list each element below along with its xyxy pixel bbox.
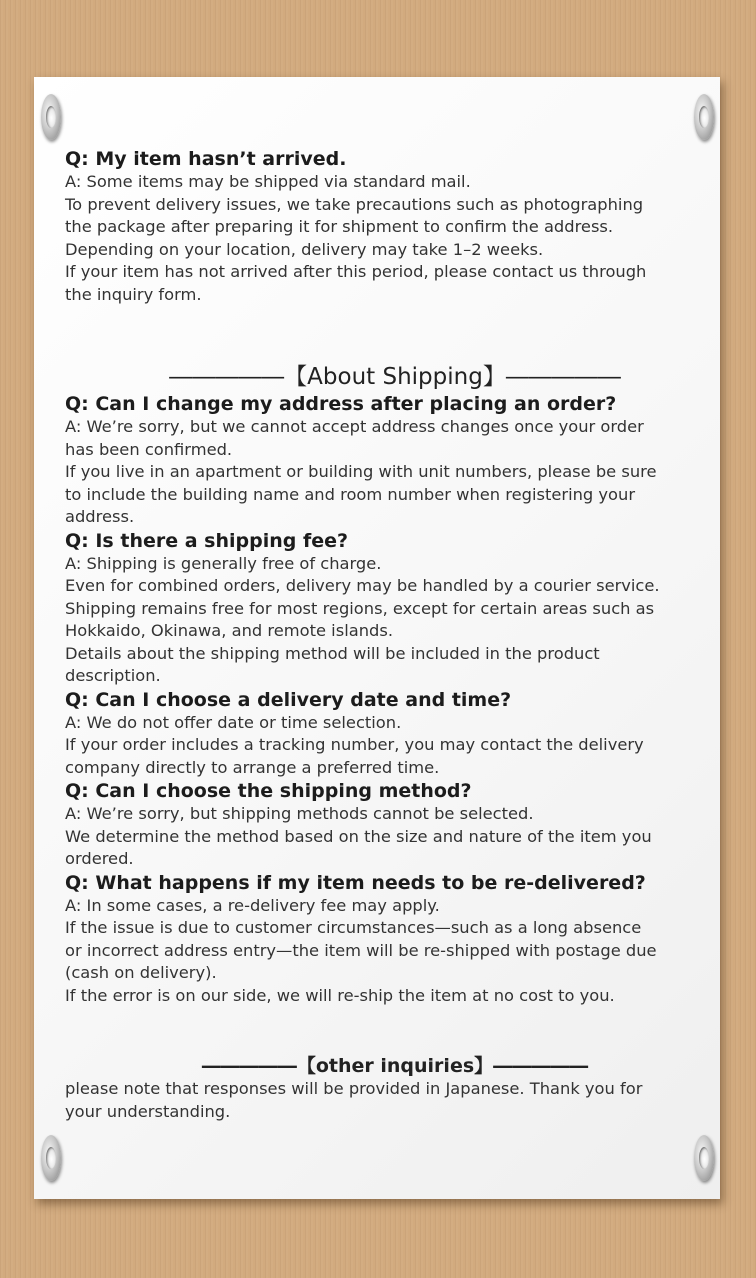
faq-answer-line: the package after preparing it for shipment to confirm the address.	[65, 217, 614, 236]
faq-answer-line: A: Shipping is generally free of charge.	[65, 553, 382, 573]
faq-item-delivery-date	[65, 688, 705, 780]
grommet-bottom-left	[41, 1135, 61, 1181]
section-heading-other-inquiries: ―――――【other inquiries】―――――	[201, 1055, 589, 1077]
faq-answer-line: (cash on delivery).	[65, 963, 217, 982]
faq-answer-line: Depending on your location, delivery may take 1–2 weeks.	[65, 239, 544, 259]
faq-answer-line: A: Some items may be shipped via standard mail.	[65, 172, 471, 191]
faq-item-shipping-fee	[65, 529, 705, 688]
faq-item-redelivery	[65, 871, 705, 1008]
grommet-bottom-right	[694, 1135, 714, 1181]
faq-question: Q: Can I change my address after placing an order?	[65, 393, 617, 415]
faq-answer-line: Even for combined orders, delivery may be handled by a courier service.	[65, 576, 660, 595]
faq-question: Q: What happens if my item needs to be re-delivered?	[65, 871, 646, 894]
faq-question: Q: My item hasn’t arrived.	[65, 148, 347, 170]
faq-question: Q: Can I choose the shipping method?	[65, 780, 472, 802]
faq-answer-line: If you live in an apartment or building with unit numbers, please be sure	[65, 462, 657, 481]
grommet-top-right	[694, 94, 714, 140]
faq-answer-line: company directly to arrange a preferred time.	[65, 757, 440, 777]
faq-answer-line: Hokkaido, Okinawa, and remote islands.	[65, 621, 394, 640]
faq-content	[65, 147, 705, 1123]
section-heading-shipping: ―――――【About Shipping】―――――	[169, 364, 621, 390]
faq-answer-line: If the issue is due to customer circumstances—such as a long absence	[65, 918, 642, 937]
grommet-top-left	[41, 94, 61, 140]
faq-answer-line: If the error is on our side, we will re-ship the item at no cost to you.	[65, 985, 615, 1005]
faq-answer-line: If your item has not arrived after this period, please contact us through	[65, 262, 647, 281]
faq-answer-line: description.	[65, 666, 161, 685]
faq-answer-line: We determine the method based on the size and nature of the item you	[65, 826, 652, 846]
faq-item-address-change	[65, 392, 705, 529]
faq-answer-line: If your order includes a tracking number, you may contact the delivery	[65, 735, 644, 754]
faq-answer-line: or incorrect address entry—the item will be re-shipped with postage due	[65, 940, 657, 960]
faq-answer-line: Shipping remains free for most regions, except for certain areas such as	[65, 598, 655, 618]
faq-answer-line: A: We’re sorry, but shipping methods cannot be selected.	[65, 804, 534, 823]
faq-question: Q: Can I choose a delivery date and time?	[65, 688, 512, 711]
faq-question: Q: Is there a shipping fee?	[65, 529, 349, 552]
faq-answer-line: A: We’re sorry, but we cannot accept address changes once your order	[65, 417, 644, 436]
other-inquiries-text-line: your understanding.	[65, 1101, 231, 1121]
faq-answer-line: To prevent delivery issues, we take precautions such as photographing	[65, 194, 644, 214]
faq-answer-line: A: We do not offer date or time selection.	[65, 712, 402, 732]
faq-item-not-arrived	[65, 147, 705, 306]
other-inquiries-text-line: please note that responses will be provided in Japanese. Thank you for	[65, 1079, 643, 1098]
faq-answer-line: address.	[65, 507, 135, 526]
faq-item-shipping-method	[65, 779, 705, 871]
faq-answer-line: to include the building name and room number when registering your	[65, 484, 636, 504]
faq-answer-line: the inquiry form.	[65, 284, 202, 304]
faq-answer-line: Details about the shipping method will be included in the product	[65, 643, 600, 663]
faq-answer-line: A: In some cases, a re-delivery fee may apply.	[65, 895, 440, 915]
faq-answer-line: ordered.	[65, 849, 134, 868]
faq-answer-line: has been confirmed.	[65, 439, 233, 459]
